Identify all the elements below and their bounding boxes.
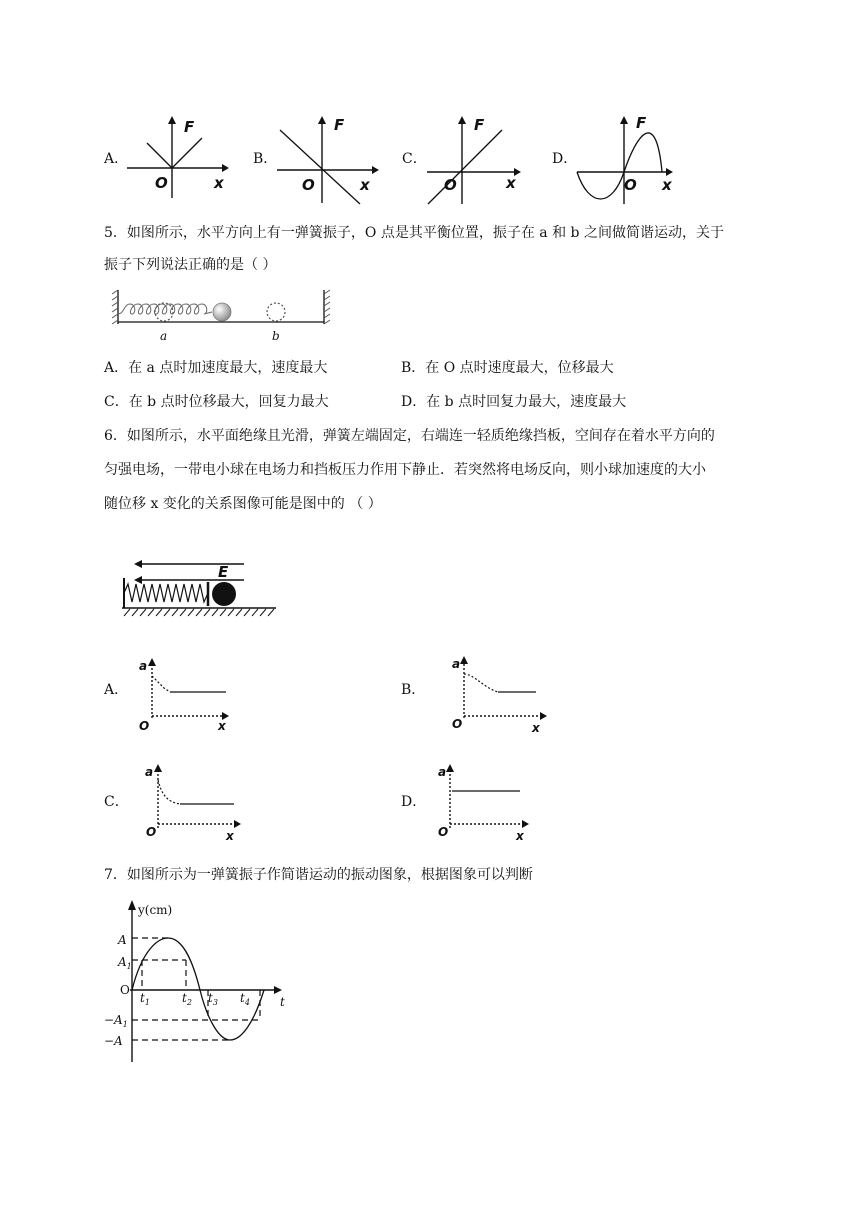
svg-text:t4: $t_4$ xyxy=(240,991,250,1007)
q6-graph-d xyxy=(436,760,536,844)
svg-text:O: O xyxy=(444,176,457,194)
q7-stem-line1: 7．如图所示为一弹簧振子作简谐运动的振动图象，根据图象可以判断 xyxy=(104,867,533,883)
svg-text:a: a xyxy=(160,329,168,343)
q5-stem-line2: 振子下列说法正确的是（ ） xyxy=(104,257,277,273)
svg-text:a: a xyxy=(139,659,148,673)
q4-graph-a xyxy=(122,110,232,200)
option-letter: C． xyxy=(402,151,427,167)
svg-text:F: F xyxy=(184,118,195,136)
q6-stem-line2: 匀强电场，一带电小球在电场力和挡板压力作用下静止．若突然将电场反向，则小球加速度的大小 xyxy=(104,462,706,478)
option-letter: A． xyxy=(104,682,129,698)
q6-stem-line3: 随位移 x 变化的关系图像可能是图中的 （ ） xyxy=(104,496,382,512)
svg-text:t1: $t_1$ xyxy=(140,991,150,1007)
svg-text:O: O xyxy=(302,176,315,194)
svg-text:O: O xyxy=(120,983,130,997)
q4-graph-c xyxy=(422,108,532,206)
svg-text:A: A xyxy=(118,933,127,947)
svg-text:x: x xyxy=(532,721,540,735)
svg-text:A1: $A_1$ xyxy=(118,955,132,971)
svg-text:O: O xyxy=(139,719,150,733)
option-letter: B． xyxy=(401,682,426,698)
svg-text:O: O xyxy=(155,174,168,192)
q6-graph-c xyxy=(144,760,244,844)
q5-option-c: C．在 b 点时位移最大，回复力最大 xyxy=(104,394,329,410)
option-letter: B． xyxy=(253,151,278,167)
svg-text:x: x xyxy=(226,829,234,843)
svg-text:O: O xyxy=(146,825,157,839)
option-letter: C． xyxy=(104,794,129,810)
q4-graph-b xyxy=(272,108,382,206)
svg-text:O: O xyxy=(624,176,637,194)
svg-text:x: x xyxy=(506,174,516,192)
q5-option-a: A．在 a 点时加速度最大，速度最大 xyxy=(104,360,328,376)
q6-electric-field-figure xyxy=(116,556,280,622)
svg-text:b: b xyxy=(272,329,280,343)
q4-graph-d xyxy=(574,108,684,206)
q6-graph-a xyxy=(136,652,236,732)
option-letter: D． xyxy=(401,794,427,810)
svg-text:−A: −A xyxy=(104,1034,123,1048)
svg-text:E: E xyxy=(218,563,229,581)
svg-text:O: O xyxy=(452,717,463,731)
svg-text:x: x xyxy=(214,174,224,192)
svg-text:F: F xyxy=(636,114,647,132)
q5-spring-figure xyxy=(108,288,344,348)
svg-text:a: a xyxy=(438,765,447,779)
svg-text:F: F xyxy=(334,116,345,134)
q7-vibration-graph xyxy=(102,898,302,1066)
q6-graph-b xyxy=(450,652,550,735)
option-letter: D． xyxy=(552,151,578,167)
q5-stem-line1: 5．如图所示，水平方向上有一弹簧振子，O 点是其平衡位置，振子在 a 和 b 之间做简谐运动，关于 xyxy=(104,225,724,241)
svg-text:y(cm): y(cm) xyxy=(138,903,173,917)
svg-text:−A1: $-A_1$ xyxy=(104,1013,128,1029)
svg-text:x: x xyxy=(218,719,226,733)
svg-text:x: x xyxy=(516,829,524,843)
svg-text:t: t xyxy=(280,995,285,1009)
q6-stem-line1: 6．如图所示，水平面绝缘且光滑，弹簧左端固定，右端连一轻质绝缘挡板，空间存在着水平方向的 xyxy=(104,428,715,444)
svg-text:x: x xyxy=(360,176,370,194)
svg-text:O: O xyxy=(438,825,449,839)
q5-option-d: D．在 b 点时回复力最大，速度最大 xyxy=(401,394,627,410)
svg-text:a: a xyxy=(145,765,154,779)
option-letter: A． xyxy=(104,151,129,167)
svg-text:x: x xyxy=(662,176,672,194)
svg-text:F: F xyxy=(474,116,485,134)
svg-text:t2: $t_2$ xyxy=(182,991,192,1007)
svg-text:t3: $t_3$ xyxy=(208,991,218,1007)
svg-text:a: a xyxy=(452,657,461,671)
q5-option-b: B．在 O 点时速度最大，位移最大 xyxy=(401,360,614,376)
